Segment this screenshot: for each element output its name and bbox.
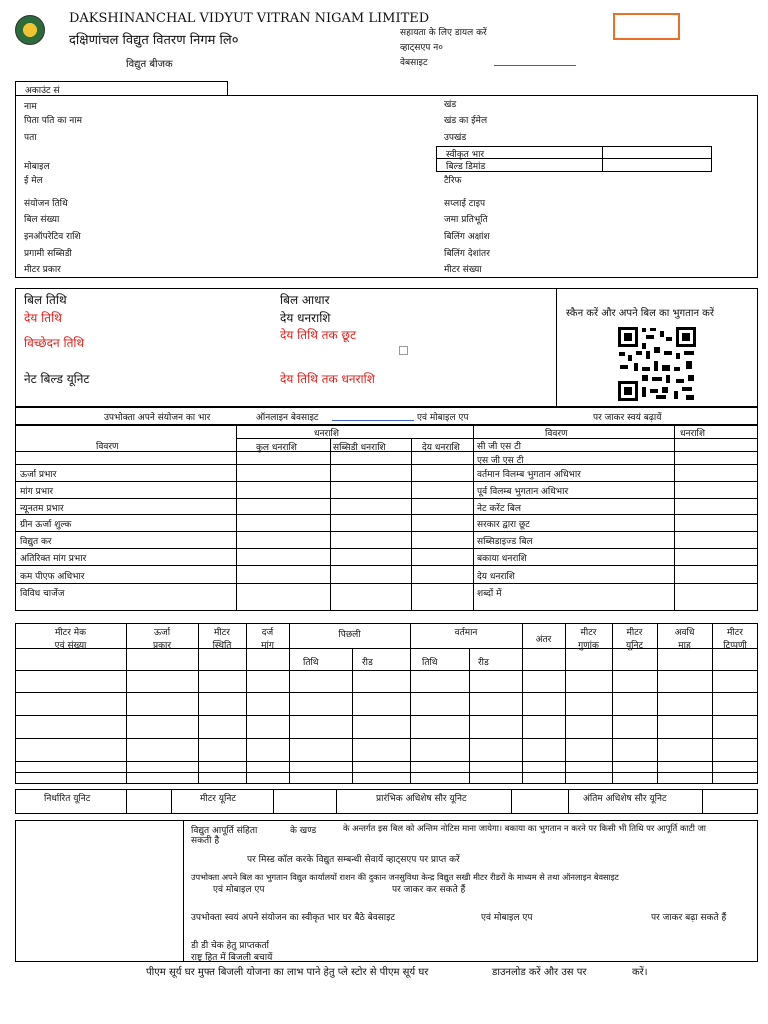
charges-right-amount-header: धनराशि [680,429,705,439]
load-bar-text-d: पर जाकर स्वयं बढ़ायें [593,413,662,423]
charge-right-row-label: शब्दों में [477,589,502,599]
initial-solar-label: प्रारंभिक अधिशेष सौर यूनिट [376,794,467,804]
meter-col-energy: ऊर्जा प्रकार [152,628,172,651]
tariff-label: टैरिफ [444,176,462,186]
charge-right-row-label: नेट करेंट बिल [477,504,521,514]
charge-row-label: ग्रीन ऊर्जा शुल्क [20,520,72,530]
accent-box [613,13,680,40]
subsidy-label: प्रगामी सब्सिडी [24,249,72,259]
subdivision-label: उपखंड [444,133,467,143]
charge-row-label: मांग प्रभार [20,487,54,497]
bill-basis-label: बिल आधार [280,293,330,307]
meter-col-current: वर्तमान [454,628,478,638]
whatsapp-label: व्हाट्सएप न० [400,43,443,53]
father-label: पिता पति का नाम [24,116,83,126]
notice-line3c: पर जाकर कर सकते हैं [392,885,466,895]
charge-right-row-label: पूर्व विलम्ब भुगतान अधिभार [477,487,569,497]
notice-box [15,820,758,962]
website-link-line[interactable] [494,65,576,66]
due-date-label: देय तिथि [24,311,62,325]
charge-right-row-label: एस जी एस टी [477,456,524,466]
charge-row-label: अतिरिक्त मांग प्रभार [20,554,87,564]
account-no-label: अकाउंट सं [25,86,60,96]
doc-title: विद्युत बीजक [126,59,173,70]
prev-date-label: तिथि [303,658,319,668]
meter-col-demand: दर्ज मांग [261,628,274,651]
notice-line1a: विद्युत आपूर्ति संहिता [191,826,258,836]
disconnection-date-label: विच्छेदन तिथि [24,336,85,350]
final-solar-label: अंतिम अधिशेष सौर यूनिट [583,794,667,804]
charge-row-label: विद्युत कर [20,537,52,547]
division-label: खंड [444,100,457,110]
meter-col-multiplier: मीटर गुणांक [578,628,599,651]
curr-read-label: रीड [478,658,489,668]
qr-code-icon[interactable] [616,325,698,403]
meter-col-period: अवधि माह [674,628,695,651]
mobile-label: मोबाइल [24,162,50,172]
charge-row-label: न्यूनतम प्रभार [20,504,64,514]
footer-text-b: डाउनलोड करें और उस पर [492,967,587,978]
notice-line1c: के अन्तर्गत इस बिल को अन्तिम नोटिस माना जायेगा। बकाया का भुगतान न करने पर किसी भी तिथि पर आपूर्ति काटी जा [343,823,706,833]
notice-line6: राष्ट्र हित में बिजली बचायें [191,953,273,963]
due-amount-label: देय धनराशि [280,311,331,325]
longitude-label: बिलिंग देशांतर [444,249,490,259]
load-bar-text-b: ऑनलाइन बेवसाइट [256,413,319,423]
meter-col-previous: पिछली [338,630,361,640]
curr-date-label: तिथि [422,658,438,668]
company-name-hi: दक्षिणांचल विद्युत वितरण निगम लि० [69,33,239,48]
charge-right-row-label: सरकार द्वारा छूट [477,520,530,530]
notice-line3a: उपभोक्ता अपने बिल का भुगतान विद्युत कार्यालयों राशन की दुकान जनसुविधा केन्द्र विद्युत सखी मीटर रीडरों के माध्यम से तथा ऑनलाइन बेवसाइट [191,872,619,882]
bill-date-label: बिल तिथि [24,293,67,307]
charges-amount-header: धनराशि [314,429,339,439]
load-bar-link-line[interactable] [332,420,414,421]
meter-col-remark: मीटर टिप्पणी [723,628,747,651]
sanctioned-load-label: स्वीकृत भार [446,150,485,160]
latitude-label: बिलिंग अक्षांश [444,232,490,242]
division-email-label: खंड का ईमेल [444,116,488,126]
meter-col-diff: अंतर [535,635,552,645]
meter-units-label: मीटर यूनिट [200,794,236,804]
meter-col-make: मीटर मेक एवं संख्या [54,628,87,651]
charges-subsidy-header: सब्सिडी धनराशि [333,443,386,453]
supply-type-label: सप्लाई टाइप [444,199,486,209]
account-panel [15,95,758,278]
company-logo [15,15,45,45]
footer-text-c: करें। [632,967,648,978]
scan-pay-label: स्कैन करें और अपने बिल का भुगतान करें [566,308,714,319]
net-units-label: नेट बिल्ड यूनिट [24,372,90,386]
charges-desc-header: विवरण [96,442,119,452]
charge-right-row-label: सब्सिडाइज्ड बिल [477,537,533,547]
notice-line1d: सकती है [191,836,220,846]
meter-col-units: मीटर यूनिट [625,628,644,651]
load-bar-text-a: उपभोक्ता अपने संयोजन का भार [104,413,211,423]
notice-line3b: एवं मोबाइल एप [213,885,265,895]
address-label: पता [24,133,37,143]
security-label: जमा प्रतिभूति [444,215,488,225]
charges-payable-header: देय धनराशि [422,443,460,453]
prev-read-label: रीड [362,658,373,668]
charges-total-header: कुल धनराशि [256,443,297,453]
charge-row-label: ऊर्जा प्रभार [20,470,57,480]
charges-right-desc-header: विवरण [545,429,568,439]
meter-type-label: मीटर प्रकार [24,265,61,275]
notice-line5: डी डी चेक हेतु प्राप्तकर्ता [191,941,269,951]
website-label: वेबसाइट [400,58,428,68]
charge-right-row-label: देय धनराशि [477,572,515,582]
assessed-units-label: निर्धारित यूनिट [44,794,91,804]
enforcement-label: इनऑपरेटिव राशि [24,232,81,242]
charge-right-row-label: सी जी एस टी [477,442,521,452]
connection-date-label: संयोजन तिथि [24,199,68,209]
notice-line4b: एवं मोबाइल एप [481,913,533,923]
meter-col-status: मीटर स्थिति [212,628,232,651]
name-label: नाम [24,102,37,112]
charge-right-row-label: बकाया धनराशि [477,554,527,564]
email-label: ई मेल [24,176,43,186]
checkbox-icon[interactable] [399,346,408,355]
notice-line4a: उपभोक्ता स्वयं अपने संयोजन का स्वीकृत भार घर बैठे बेवसाइट [191,913,396,923]
footer-text-a: पीएम सूर्य घर मुफ्त बिजली योजना का लाभ पाने हेतु प्ले स्टोर से पीएम सूर्य घर [146,967,429,978]
rebate-label: देय तिथि तक छूट [280,328,357,342]
notice-line2: पर मिस्ड कॉल करके विद्युत सम्बन्धी सेवायें व्हाट्सएप पर प्राप्त करें [247,855,460,865]
charge-row-label: विविध चार्जेज [20,589,65,599]
help-dial: सहायता के लिए डायल करें [400,28,487,38]
notice-line1b: के खण्ड [290,826,317,836]
bill-no-label: बिल संख्या [24,215,60,225]
company-name-en: DAKSHINANCHAL VIDYUT VITRAN NIGAM LIMITED [69,11,430,26]
charge-right-row-label: वर्तमान विलम्ब भुगतान अधिभार [477,470,581,480]
billed-demand-label: बिल्ड डिमांड [446,162,486,172]
charge-row-label: कम पीएफ अधिभार [20,572,85,582]
amount-by-due-label: देय तिथि तक धनराशि [280,372,375,386]
load-bar-text-c: एवं मोबाइल एप [417,413,469,423]
notice-line4c: पर जाकर बढ़ा सकते हैं [651,913,727,923]
meter-no-label: मीटर संख्या [444,265,482,275]
